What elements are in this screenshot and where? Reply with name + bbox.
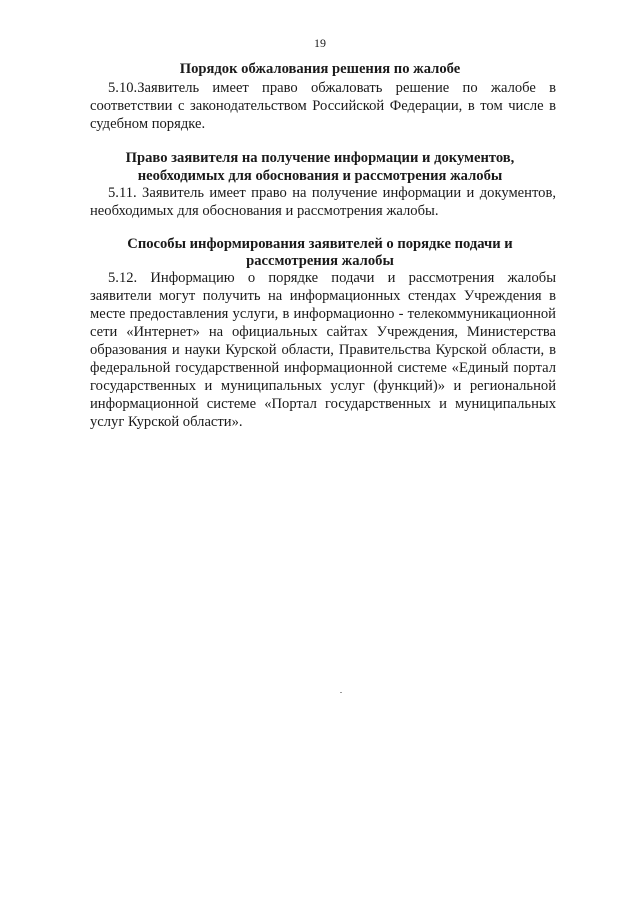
section-heading: Способы информирования заявителей о порядке подачи и [127,236,513,252]
section-heading: рассмотрения жалобы [246,253,394,269]
section-heading: Право заявителя на получение информации и документов, [125,150,515,166]
paragraph-line: 5.10.Заявитель имеет право обжаловать решение по жалобе в [108,80,556,96]
scan-speck [340,692,342,693]
section-heading: Порядок обжалования решения по жалобе [179,61,461,77]
paragraph-line: 5.12. Информацию о порядке подачи и рассмотрения жалобы [108,270,556,286]
paragraph-line: месте предоставления услуги, в информационно - телекоммуникационной [90,306,556,322]
paragraph-line: информационной системе «Портал государственных и муниципальных [90,396,556,412]
paragraph-line: необходимых для обоснования и рассмотрения жалобы. [90,203,439,219]
paragraph-line: услуг Курской области». [90,414,243,430]
paragraph-line: государственных и муниципальных услуг (функций)» и региональной [90,378,556,394]
page-number: 19 [314,36,326,50]
paragraph-line: образования и науки Курской области, Правительства Курской области, в [90,342,556,358]
paragraph-line: 5.11. Заявитель имеет право на получение информации и документов, [108,185,556,201]
section-heading: необходимых для обоснования и рассмотрения жалобы [137,168,503,184]
paragraph-line: судебном порядке. [90,116,206,132]
paragraph-line: сети «Интернет» на официальных сайтах Учреждения, Министерства [90,324,556,340]
paragraph-line: заявители могут получить на информационных стендах Учреждения в [90,288,556,304]
paragraph-line: федеральной государственной информационной системе «Единый портал [90,360,556,376]
paragraph-line: соответствии с законодательством Российской Федерации, в том числе в [90,98,556,114]
